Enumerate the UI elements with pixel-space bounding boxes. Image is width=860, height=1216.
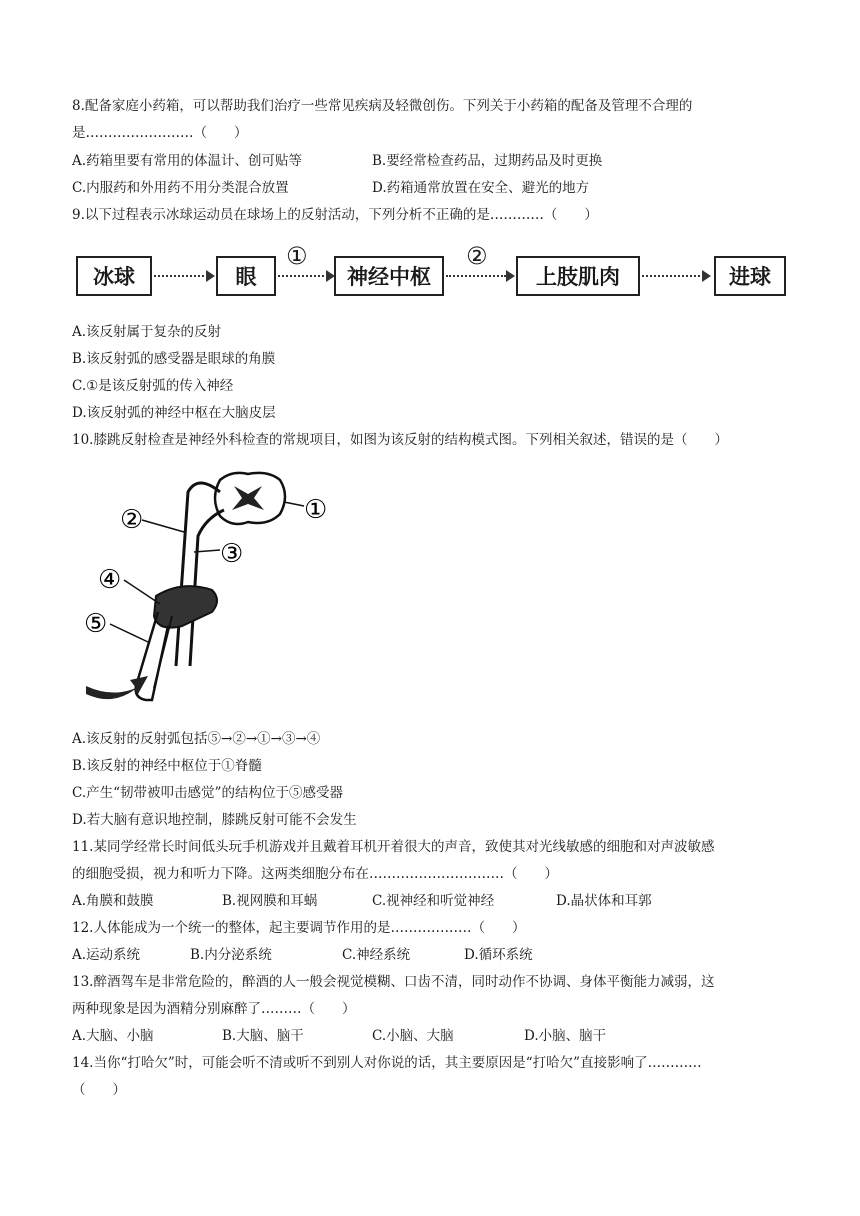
q13-stem-line1: 13.醉酒驾车是非常危险的，醉酒的人一般会视觉模糊、口齿不清，同时动作不协调、身体平衡能力减弱，这 (72, 974, 715, 990)
flow-box-ice-ball: 冰球 (76, 256, 152, 296)
q10-option-d: D.若大脑有意识地控制，膝跳反射可能不会发生 (72, 812, 357, 828)
flow-arrow-3 (446, 275, 506, 277)
flow-box-goal: 进球 (714, 256, 786, 296)
flow-arrowhead-3 (506, 270, 515, 282)
q13-stem-line2: 两种现象是因为酒精分别麻醉了………（ ） (72, 1001, 356, 1017)
q14-stem-line2: （ ） (72, 1082, 126, 1098)
q12-stem: 12.人体能成为一个统一的整体，起主要调节作用的是………………（ ） (72, 920, 526, 936)
flow-label-1: ① (286, 242, 308, 270)
q14-stem-line1: 14.当你“打哈欠”时，可能会听不清或听不到别人对你说的话，其主要原因是“打哈欠”直接影响了………… (72, 1055, 702, 1071)
q11-stem-line2: 的细胞受损，视力和听力下降。这两类细胞分布在…………………………（ ） (72, 866, 558, 882)
q8-option-c: C.内服药和外用药不用分类混合放置 (72, 180, 289, 196)
thigh-muscle-shape (154, 586, 217, 627)
flow-label-2: ② (466, 242, 488, 270)
q12-option-d: D.循环系统 (464, 947, 533, 963)
diagram-label-5: ⑤ (84, 609, 108, 639)
flow-box-arm-muscle: 上肢肌肉 (516, 256, 640, 296)
flow-arrow-4 (642, 275, 704, 277)
knee-jerk-reflex-diagram (72, 466, 342, 726)
spinal-cord-shape (215, 473, 285, 524)
reflex-flow-diagram (72, 244, 792, 310)
q13-option-c: C.小脑、大脑 (372, 1028, 454, 1044)
q13-option-d: D.小脑、脑干 (524, 1028, 607, 1044)
q11-option-a: A.角膜和鼓膜 (72, 893, 154, 909)
diagram-label-2: ② (120, 505, 144, 535)
q10-option-b: B.该反射的神经中枢位于①脊髓 (72, 758, 262, 774)
q8-option-d: D.药箱通常放置在安全、避光的地方 (372, 180, 590, 196)
q11-option-b: B.视网膜和耳蜗 (222, 893, 318, 909)
flow-arrowhead-4 (702, 270, 711, 282)
q11-stem-line1: 11.某同学经常长时间低头玩手机游戏并且戴着耳机开着很大的声音，致使其对光线敏感的细胞和对声波敏感 (72, 839, 715, 855)
flow-box-nerve-center: 神经中枢 (334, 256, 444, 296)
q11-option-c: C.视神经和听觉神经 (372, 893, 495, 909)
flow-arrowhead-1 (206, 270, 215, 282)
q12-option-a: A.运动系统 (72, 947, 141, 963)
q11-option-d: D.晶状体和耳郭 (556, 893, 652, 909)
flow-arrow-1 (154, 275, 208, 277)
q9-option-d: D.该反射弧的神经中枢在大脑皮层 (72, 405, 276, 421)
q9-option-c: C.①是该反射弧的传入神经 (72, 378, 234, 394)
q9-option-b: B.该反射弧的感受器是眼球的角膜 (72, 351, 276, 367)
q13-option-b: B.大脑、脑干 (222, 1028, 304, 1044)
q10-stem: 10.膝跳反射检查是神经外科检查的常规项目，如图为该反射的结构模式图。下列相关叙述，错误的是（ ） (72, 432, 728, 448)
q13-option-a: A.大脑、小脑 (72, 1028, 154, 1044)
q10-option-a: A.该反射的反射弧包括⑤→②→①→③→④ (72, 731, 321, 747)
q10-option-c: C.产生“韧带被叩击感觉”的结构位于⑤感受器 (72, 785, 343, 801)
q8-stem-line2: 是……………………（ ） (72, 125, 248, 141)
q9-option-a: A.该反射属于复杂的反射 (72, 324, 222, 340)
flow-box-eye: 眼 (216, 256, 276, 296)
flow-arrow-2 (278, 275, 328, 277)
q12-option-c: C.神经系统 (342, 947, 411, 963)
q8-stem-line1: 8.配备家庭小药箱，可以帮助我们治疗一些常见疾病及轻微创伤。下列关于小药箱的配备及管理不合理的 (72, 98, 693, 114)
q8-option-b: B.要经常检查药品，过期药品及时更换 (372, 153, 603, 169)
q12-option-b: B.内分泌系统 (190, 947, 272, 963)
diagram-label-4: ④ (98, 565, 122, 595)
diagram-label-1: ① (304, 495, 328, 525)
sensory-nerve-line (176, 483, 220, 666)
diagram-label-3: ③ (220, 539, 244, 569)
q8-option-a: A.药箱里要有常用的体温计、创可贴等 (72, 153, 303, 169)
q9-stem: 9.以下过程表示冰球运动员在球场上的反射活动，下列分析不正确的是…………（ ） (72, 207, 598, 223)
